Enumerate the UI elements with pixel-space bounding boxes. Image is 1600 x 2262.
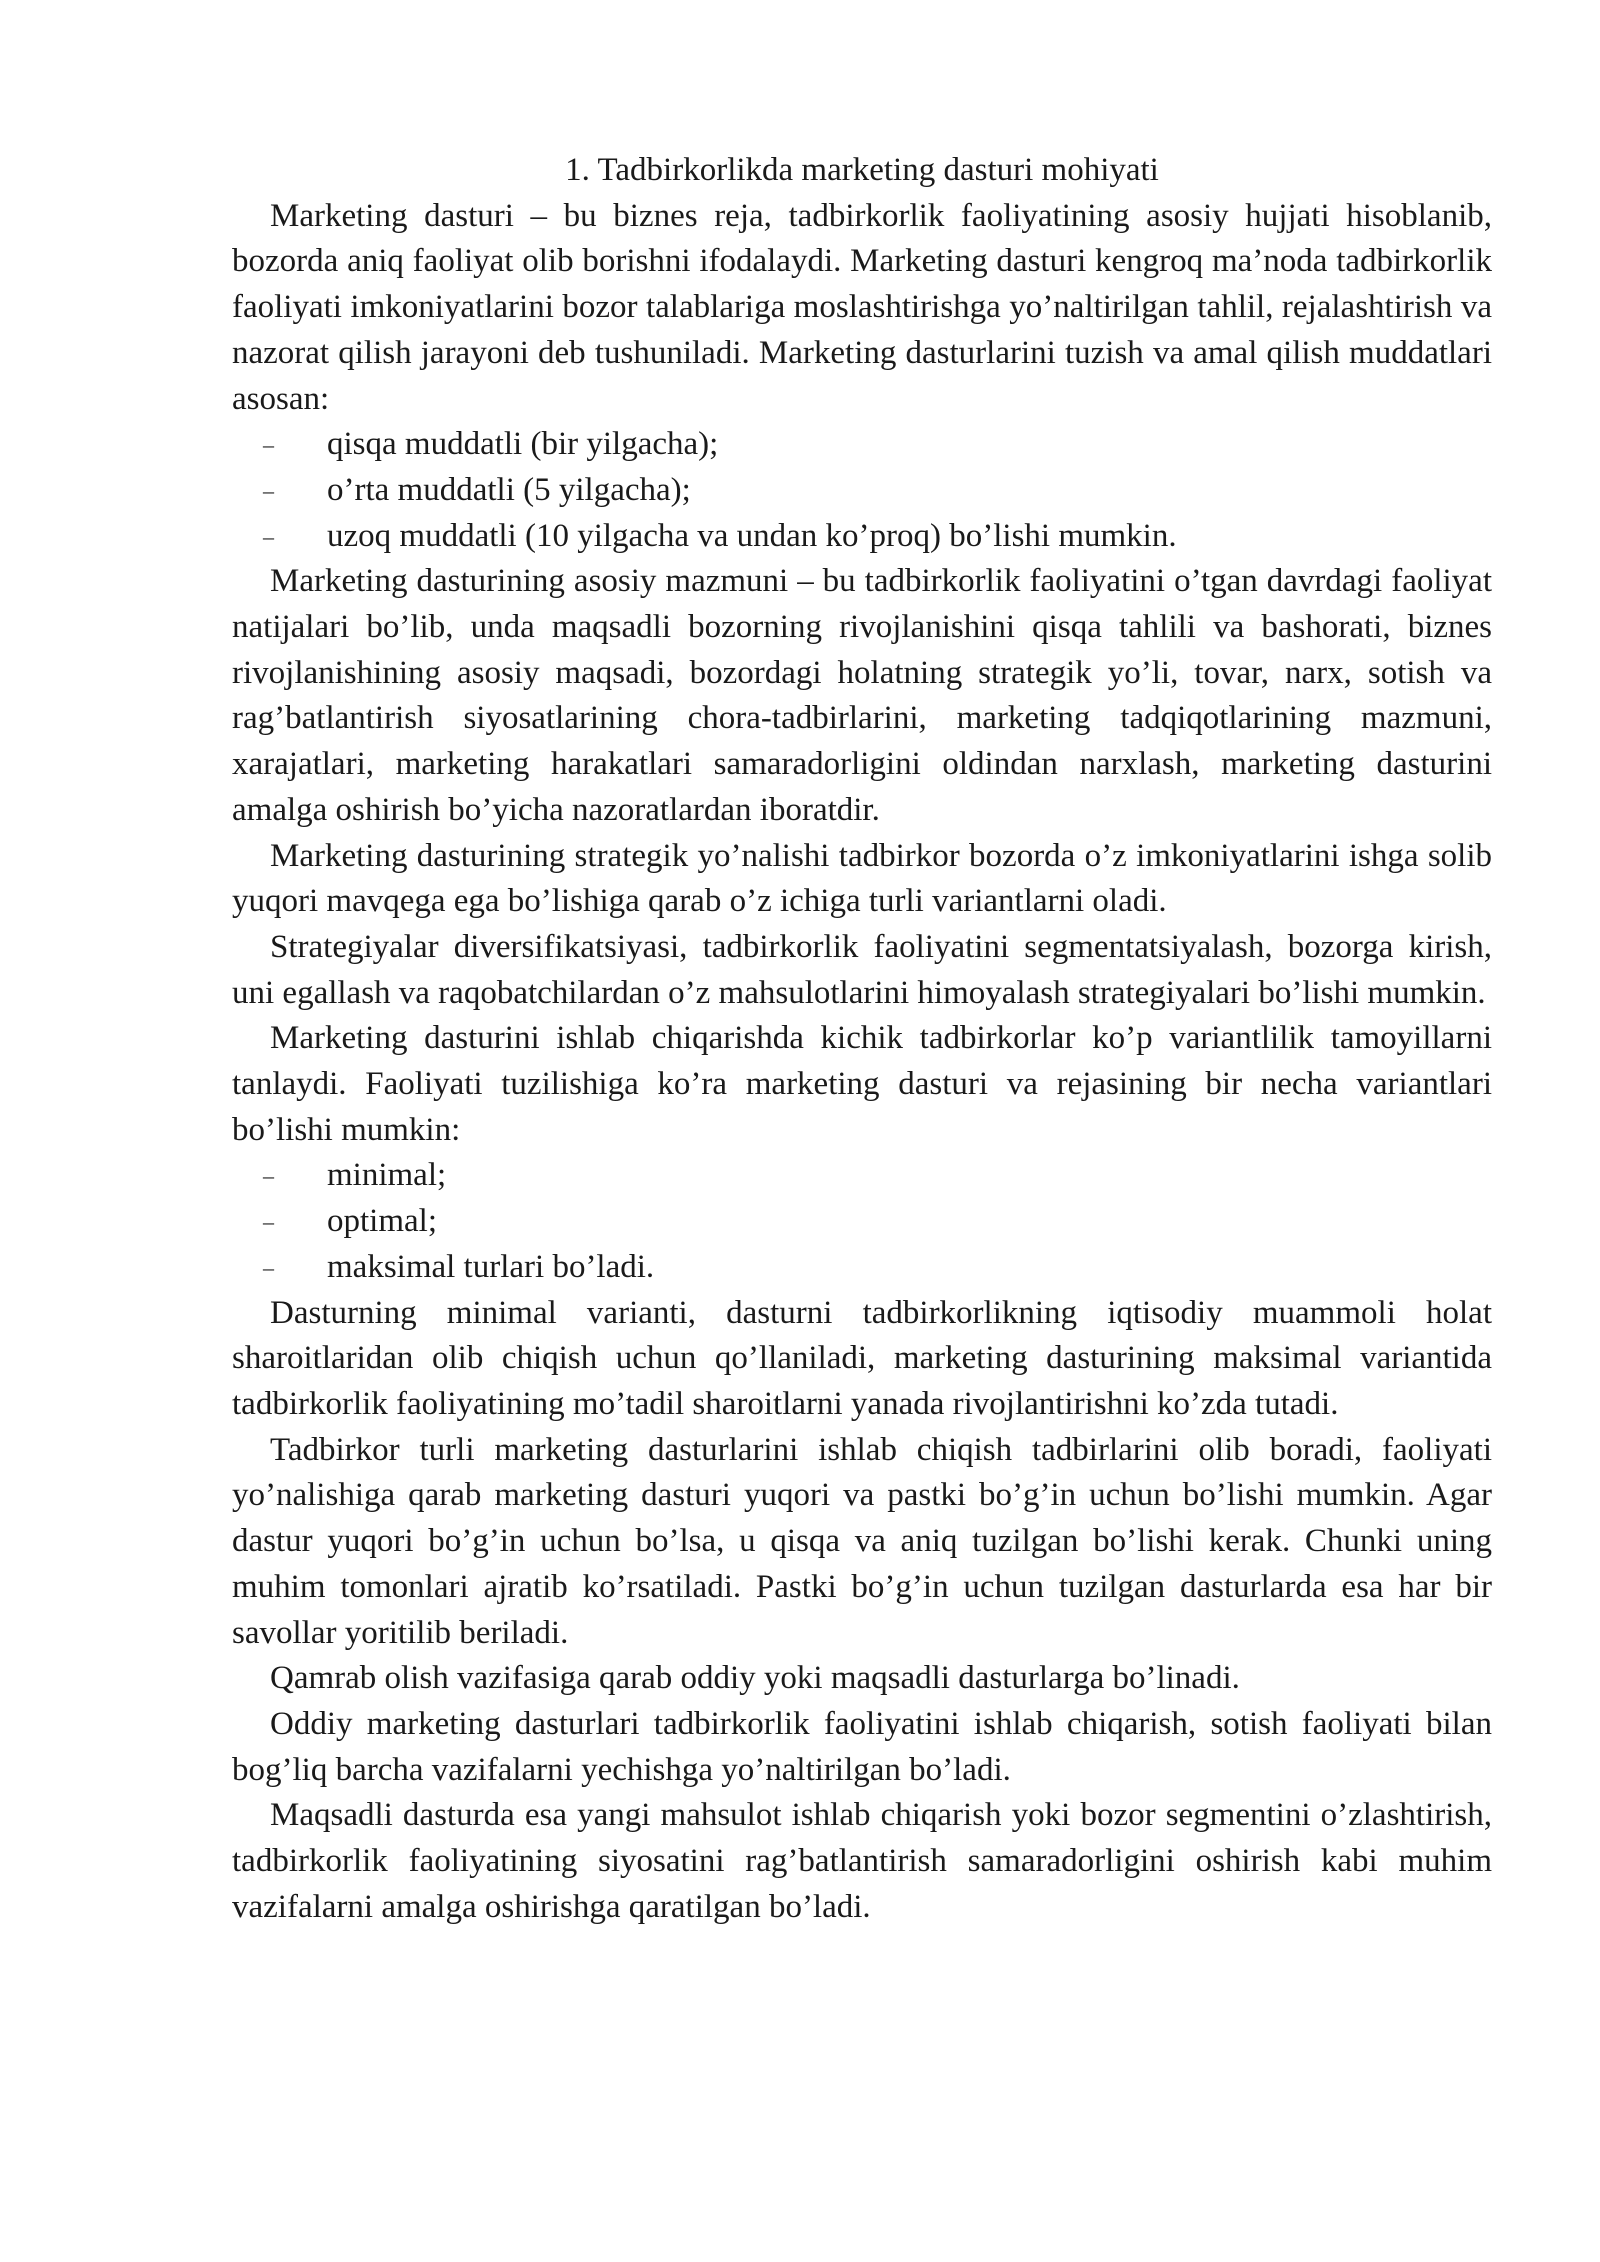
paragraph-2: Marketing dasturining asosiy mazmuni – bu tadbirkorlik faoliyatini o’tgan davrdagi faoliyat natijalari bo’lib, unda maqsadli bozorning rivojlanishini qisqa tahlili va bashorati, biznes rivojlanishining asosiy maqsadi, bozordagi holatning strategik yo’li, tovar, narx, sotish va rag’batlantirish siyosatlarining chora-tadbirlarini, marketing tadqiqotlarining mazmuni, xarajatlari, marketing harakatlari samaradorligini oldindan narxlash, marketing dasturini amalga oshirish bo’yicha nazoratlardan iboratdir. xyxy=(232,563,1492,828)
dash-bullet: – xyxy=(263,1163,274,1189)
paragraph-5: Marketing dasturini ishlab chiqarishda kichik tadbirkorlar ko’p variantlilik tamoyillarni tanlaydi. Faoliyati tuzilishiga ko’ra marketing dasturi va rejasining bir necha variantlari bo’lishi mumkin: xyxy=(232,1020,1492,1148)
list-item-text: maksimal turlari bo’ladi. xyxy=(327,1248,655,1285)
list-item xyxy=(232,422,1492,468)
paragraph-6: Dasturning minimal varianti, dasturni tadbirkorlikning iqtisodiy muammoli holat sharoitlaridan olib chiqish uchun qo’llaniladi, marketing dasturining maksimal variantida tadbirkorlik faoliyatining mo’tadil sharoitlarni yanada rivojlantirishni ko’zda tutadi. xyxy=(232,1294,1492,1422)
section-title: 1. Tadbirkorlikda marketing dasturi mohiyati xyxy=(565,152,1159,188)
list-item-text: optimal; xyxy=(327,1203,437,1240)
dash-bullet: – xyxy=(263,477,274,503)
dash-bullet: – xyxy=(263,432,274,458)
dash-bullet: – xyxy=(263,523,274,549)
paragraph-8: Qamrab olish vazifasiga qarab oddiy yoki maqsadli dasturlarga bo’linadi. xyxy=(270,1660,1240,1697)
list-item xyxy=(232,1245,1492,1291)
paragraph-9: Oddiy marketing dasturlari tadbirkorlik faoliyatini ishlab chiqarish, sotish faoliyati bilan bog’liq barcha vazifalarni yechishga yo’naltirilgan bo’ladi. xyxy=(232,1705,1492,1788)
term-list xyxy=(232,422,1492,559)
document-page xyxy=(232,148,1492,1930)
variant-list xyxy=(232,1153,1492,1290)
list-item-text: minimal; xyxy=(327,1157,447,1194)
dash-bullet: – xyxy=(263,1209,274,1235)
list-item xyxy=(232,1199,1492,1245)
list-item xyxy=(232,514,1492,560)
list-item xyxy=(232,468,1492,514)
paragraph-7: Tadbirkor turli marketing dasturlarini ishlab chiqish tadbirlarini olib boradi, faoliyati yo’nalishiga qarab marketing dasturi yuqori va pastki bo’g’in uchun bo’lishi mumkin. Agar dastur yuqori bo’g’in uchun bo’lsa, u qisqa va aniq tuzilgan bo’lishi kerak. Chunki uning muhim tomonlari ajratib ko’rsatiladi. Pastki bo’g’in uchun tuzilgan dasturlarda esa har bir savollar yoritilib beriladi. xyxy=(232,1431,1492,1651)
paragraph-3: Marketing dasturining strategik yo’nalishi tadbirkor bozorda o’z imkoniyatlarini ishga solib yuqori mavqega ega bo’lishiga qarab o’z ichiga turli variantlarni oladi. xyxy=(232,837,1492,920)
list-item-text: uzoq muddatli (10 yilgacha va undan ko’proq) bo’lishi mumkin. xyxy=(327,517,1177,554)
list-item-text: qisqa muddatli (bir yilgacha); xyxy=(327,426,719,463)
dash-bullet: – xyxy=(263,1254,274,1280)
paragraph-1: Marketing dasturi – bu biznes reja, tadbirkorlik faoliyatining asosiy hujjati hisoblanib, bozorda aniq faoliyat olib borishni ifodalaydi. Marketing dasturi kengroq ma’noda tadbirkorlik faoliyati imkoniyatlarini bozor talablariga moslashtirishga yo’naltirilgan tahlil, rejalashtirish va nazorat qilish jarayoni deb tushuniladi. Marketing dasturlarini tuzish va amal qilish muddatlari asosan: xyxy=(232,197,1492,417)
list-item-text: o’rta muddatli (5 yilgacha); xyxy=(327,471,691,508)
paragraph-10: Maqsadli dasturda esa yangi mahsulot ishlab chiqarish yoki bozor segmentini o’zlashtirish, tadbirkorlik faoliyatining siyosatini rag’batlantirish samaradorligini oshirish kabi muhim vazifalarni amalga oshirishga qaratilgan bo’ladi. xyxy=(232,1797,1492,1925)
list-item xyxy=(232,1153,1492,1199)
paragraph-4: Strategiyalar diversifikatsiyasi, tadbirkorlik faoliyatini segmentatsiyalash, bozorga kirish, uni egallash va raqobatchilardan o’z mahsulotlarini himoyalash strategiyalari bo’lishi mumkin. xyxy=(232,928,1492,1011)
